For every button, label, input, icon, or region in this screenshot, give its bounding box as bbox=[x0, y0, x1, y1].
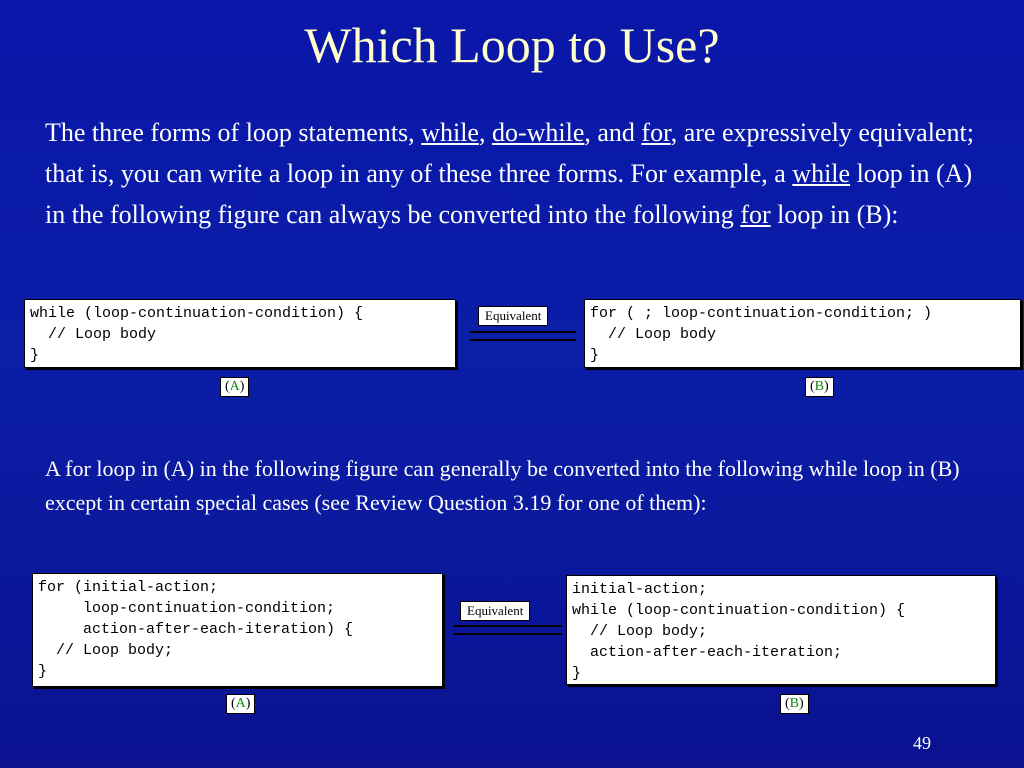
figure1-label-b bbox=[805, 377, 834, 397]
label-open: ( bbox=[785, 696, 790, 711]
figure1-code-a: while (loop-continuation-condition) { // Loop body } bbox=[24, 299, 456, 368]
body-paragraph-2: A for loop in (A) in the following figure can generally be converted into the following while loop in (B) except in certain special cases (see Review Question 3.19 for one of them): bbox=[45, 456, 960, 515]
label-letter: A bbox=[235, 696, 246, 711]
figure2-equivalent-label: Equivalent bbox=[460, 601, 530, 621]
keyword-while-2: while bbox=[792, 159, 851, 188]
para1-text-2: , bbox=[478, 118, 492, 147]
keyword-for: for bbox=[641, 118, 671, 147]
para1-text-3: , and bbox=[584, 118, 642, 147]
label-open: ( bbox=[231, 696, 236, 711]
label-close: ) bbox=[824, 379, 829, 394]
para1-text-4: , are expressively equivalent; that is, you can write a loop in any of these three forms. For example, a bbox=[45, 118, 974, 188]
figure2-code-b: initial-action; while (loop-continuation-condition) { // Loop body; action-after-each-iteration; } bbox=[566, 575, 996, 685]
para1-text-1: The three forms of loop statements, bbox=[45, 118, 422, 147]
figure2-equiv-line-bottom bbox=[454, 633, 562, 635]
figure1-equivalent-label: Equivalent bbox=[478, 306, 548, 326]
keyword-do-while: do-while bbox=[491, 118, 585, 147]
figure2-label-b bbox=[780, 694, 809, 714]
figure1-label-a bbox=[220, 377, 249, 397]
keyword-for-2: for bbox=[740, 200, 771, 229]
figure1-equiv-line-top bbox=[470, 331, 576, 333]
label-close: ) bbox=[239, 379, 245, 394]
label-open: ( bbox=[225, 379, 230, 394]
intro-paragraph bbox=[45, 112, 995, 235]
label-letter: B bbox=[789, 696, 800, 711]
label-letter: B bbox=[814, 379, 825, 394]
page-number: 49 bbox=[913, 733, 931, 753]
label-close: ) bbox=[799, 696, 804, 711]
figure2-label-a bbox=[226, 694, 255, 714]
figure1-code-b: for ( ; loop-continuation-condition; ) // Loop body } bbox=[584, 299, 1021, 368]
figure2-code-a: for (initial-action; loop-continuation-condition; action-after-each-iteration) { // Loop body; } bbox=[32, 573, 443, 687]
label-letter: A bbox=[229, 379, 240, 394]
keyword-while: while bbox=[421, 118, 479, 147]
figure2-equiv-line-top bbox=[454, 625, 562, 627]
label-open: ( bbox=[810, 379, 815, 394]
label-close: ) bbox=[245, 696, 251, 711]
para1-text-6: loop in (B): bbox=[770, 200, 899, 229]
para1-text-5: loop in (A) in the following figure can always be converted into the following bbox=[45, 159, 973, 229]
slide-title: Which Loop to Use? bbox=[304, 17, 720, 73]
figure1-equiv-line-bottom bbox=[470, 339, 576, 341]
